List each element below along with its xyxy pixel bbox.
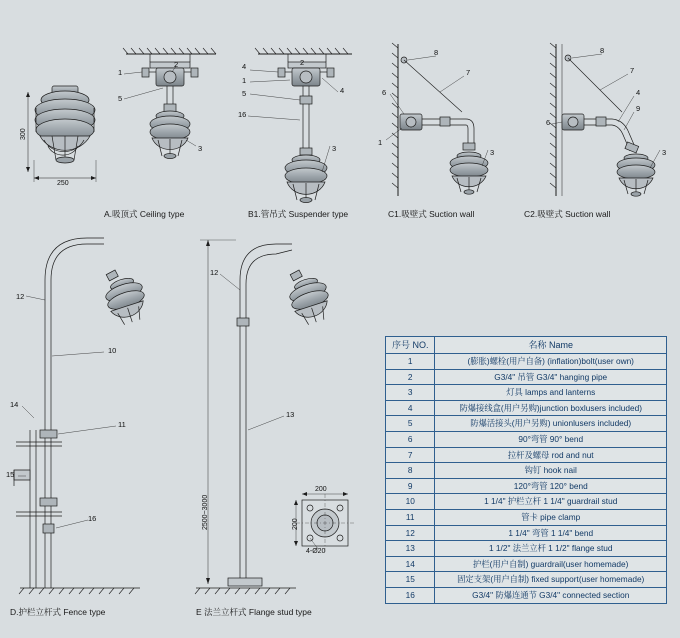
row-name: 固定支架(用户自制) fixed support(user homemade) <box>435 572 667 588</box>
row-name: 灯具 lamps and lanterns <box>435 385 667 401</box>
fig-a2-ceiling-mount <box>123 48 216 159</box>
row-name: G3/4" 防爆连通节 G3/4" connected section <box>435 587 667 603</box>
callout-number: 2 <box>174 60 179 69</box>
fig-a-ceiling-type <box>26 86 96 182</box>
row-no: 1 <box>386 354 435 370</box>
callout-number: 16 <box>238 110 247 119</box>
row-no: 12 <box>386 525 435 541</box>
table-row <box>386 494 667 510</box>
table-row <box>386 572 667 588</box>
callout-number: 16 <box>88 514 97 523</box>
caption-a: A.吸顶式 Ceiling type <box>104 209 185 219</box>
callout-number: 5 <box>242 89 247 98</box>
row-no: 6 <box>386 431 435 447</box>
callout-number: 10 <box>108 346 117 355</box>
row-no: 11 <box>386 509 435 525</box>
row-no: 3 <box>386 385 435 401</box>
callout-number: 4 <box>242 62 247 71</box>
callout-number: 3 <box>332 144 337 153</box>
table-header-row <box>386 337 667 354</box>
table-row <box>386 400 667 416</box>
callout-number: 2 <box>300 58 305 67</box>
fig-d-fence-type <box>14 238 146 594</box>
callout-number: 11 <box>118 420 126 429</box>
row-no: 15 <box>386 572 435 588</box>
fig-e-flange-stud-type <box>195 240 354 594</box>
callout-number: 8 <box>434 48 439 57</box>
dimension-width-250: 250 <box>57 180 69 187</box>
caption-c1: C1.吸壁式 Suction wall <box>388 209 475 219</box>
callout-number: 7 <box>630 66 635 75</box>
table-row <box>386 509 667 525</box>
dimension-hole-spec: 4-Ø20 <box>306 548 326 555</box>
row-name: G3/4" 吊管 G3/4" hanging pipe <box>435 369 667 385</box>
header-no: 序号 NO. <box>386 337 435 354</box>
table-row <box>386 354 667 370</box>
row-no: 8 <box>386 463 435 479</box>
row-name: 护栏(用户自制) guardrail(user homemade) <box>435 556 667 572</box>
callout-number: 4 <box>636 88 641 97</box>
table-row <box>386 556 667 572</box>
table-row <box>386 541 667 557</box>
caption-e: E 法兰立杆式 Flange stud type <box>196 607 312 617</box>
row-no: 13 <box>386 541 435 557</box>
row-name: 90°弯管 90° bend <box>435 431 667 447</box>
callout-number: 3 <box>662 148 667 157</box>
callout-number: 6 <box>546 118 551 127</box>
row-name: 钩钉 hook nail <box>435 463 667 479</box>
fig-c2-suction-wall <box>550 43 660 196</box>
row-no: 9 <box>386 478 435 494</box>
dimension-flange-width: 200 <box>315 486 327 493</box>
callout-number: 12 <box>210 268 219 277</box>
table-row <box>386 587 667 603</box>
row-no: 14 <box>386 556 435 572</box>
flange-detail <box>294 492 354 552</box>
dimension-height-300: 300 <box>20 128 27 140</box>
callout-number: 13 <box>286 410 295 419</box>
callout-number: 5 <box>118 94 123 103</box>
callout-number: 7 <box>466 68 471 77</box>
table-row <box>386 385 667 401</box>
caption-c2: C2.吸壁式 Suction wall <box>524 209 611 219</box>
row-name: 1 1/2" 法兰立杆 1 1/2" flange stud <box>435 541 667 557</box>
callout-number: 14 <box>10 400 19 409</box>
callout-number: 1 <box>378 138 383 147</box>
table-row <box>386 431 667 447</box>
row-no: 4 <box>386 400 435 416</box>
row-name: 管卡 pipe clamp <box>435 509 667 525</box>
row-name: 1 1/4" 弯管 1 1/4" bend <box>435 525 667 541</box>
callout-number: 9 <box>636 104 641 113</box>
fig-b1-suspender-type <box>248 48 352 203</box>
row-name: 拉杆及螺母 rod and nut <box>435 447 667 463</box>
table-row <box>386 478 667 494</box>
row-name: 120°弯管 120° bend <box>435 478 667 494</box>
row-no: 2 <box>386 369 435 385</box>
fig-c1-suction-wall <box>386 43 488 196</box>
dimension-post-height: 2500~3000 <box>202 494 209 530</box>
row-name: 1 1/4" 护栏立杆 1 1/4" guardrail stud <box>435 494 667 510</box>
row-no: 10 <box>386 494 435 510</box>
callout-number: 6 <box>382 88 387 97</box>
table-row <box>386 416 667 432</box>
callout-number: 3 <box>490 148 495 157</box>
caption-b1: B1.管吊式 Suspender type <box>248 209 349 219</box>
table-row <box>386 525 667 541</box>
row-no: 16 <box>386 587 435 603</box>
callout-number: 8 <box>600 46 605 55</box>
row-no: 5 <box>386 416 435 432</box>
parts-table-wrapper <box>385 336 667 604</box>
table-row <box>386 447 667 463</box>
row-name: 防爆活接头(用户另购) unionlusers included) <box>435 416 667 432</box>
parts-table <box>385 336 667 604</box>
callout-number: 4 <box>340 86 345 95</box>
row-name: 防爆接线盒(用户另购)junction boxlusers included) <box>435 400 667 416</box>
callout-number: 1 <box>242 76 247 85</box>
row-name: (膨胀)螺栓(用户自备) (inflation)bolt(user own) <box>435 354 667 370</box>
callout-number: 3 <box>198 144 203 153</box>
table-row <box>386 369 667 385</box>
callout-number: 12 <box>16 292 25 301</box>
header-name: 名称 Name <box>435 337 667 354</box>
dimension-flange-height: 200 <box>292 518 299 530</box>
caption-d: D.护栏立杆式 Fence type <box>10 607 106 617</box>
table-row <box>386 463 667 479</box>
callout-number: 1 <box>118 68 123 77</box>
callout-number: 15 <box>6 470 15 479</box>
row-no: 7 <box>386 447 435 463</box>
